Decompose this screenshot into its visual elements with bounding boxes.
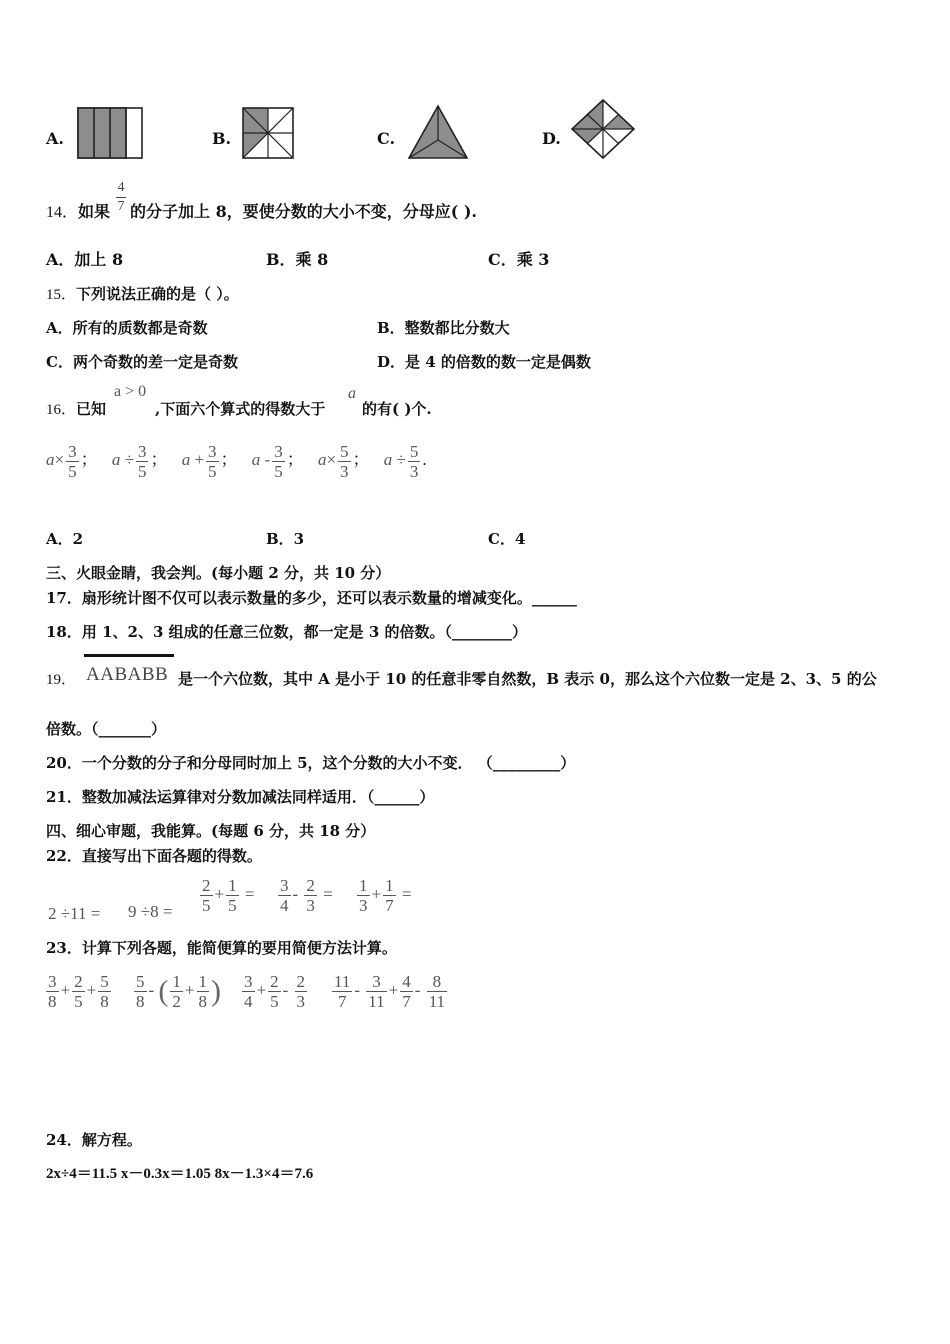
option-a-label[interactable]: A. xyxy=(46,129,64,148)
q24-equations: 2x÷4＝11.5 x－0.3x＝1.05 8x－1.3×4＝7.6 xyxy=(46,1166,314,1182)
option-c-label[interactable]: C. xyxy=(377,129,396,148)
q23-expression-3: $\frac{3}{4}$ + $\frac{2}{5}$ - $\frac{2}{3}$ xyxy=(244,972,306,1011)
option-d-label[interactable]: D. xyxy=(542,129,561,148)
figure-d-diamond-icon xyxy=(571,99,635,159)
expression: a - $\frac{3}{5}$ ； xyxy=(251,442,304,481)
frac-calc-2: $\frac{3}{4}$ - $\frac{2}{3}$ = xyxy=(280,876,333,915)
question-16: 16．已知 xyxy=(46,400,107,418)
overline-bar xyxy=(84,654,174,657)
q16-option-c[interactable]: C．4 xyxy=(488,530,526,548)
q23-expression-2: $\frac{5}{8}$ - ( $\frac{1}{2}$ + $\frac{1}{8}$ ) xyxy=(136,972,222,1011)
option-b-label[interactable]: B. xyxy=(212,129,232,148)
expression: a× $\frac{3}{5}$ ； xyxy=(46,442,98,481)
section-4-title: 四、细心审题，我能算。(每题 6 分，共 18 分） xyxy=(46,822,376,840)
expression: a ÷ $\frac{3}{5}$ ； xyxy=(111,442,168,481)
frac-calc-1: $\frac{2}{5}$ + $\frac{1}{5}$ = xyxy=(202,876,255,915)
question-16-suffix: 的有( )个. xyxy=(362,400,432,418)
question-16-middle: ,下面六个算式的得数大于 xyxy=(155,400,326,418)
q23-expression-1: $\frac{3}{8}$ + $\frac{2}{5}$ + $\frac{5}{8}$ xyxy=(48,972,109,1011)
question-number: 14． xyxy=(46,204,79,221)
calc-2-div-11: 2 ÷11 = xyxy=(48,904,101,923)
question-22: 22．直接写出下面各题的得数。 xyxy=(46,847,262,865)
figure-a-rectangle-icon xyxy=(77,107,143,159)
q14-option-a[interactable]: A．加上 8 xyxy=(46,250,124,269)
variable-a: a xyxy=(348,385,356,402)
fraction-4-7: 4 7 xyxy=(117,180,125,214)
question-21: 21．整数加减法运算律对分数加减法同样适用．（______） xyxy=(46,788,435,806)
calc-9-div-8: 9 ÷8 = xyxy=(128,902,173,921)
q16-option-a[interactable]: A．2 xyxy=(46,530,84,548)
overline-aababb: AABABB xyxy=(86,664,169,685)
question-24: 24．解方程。 xyxy=(46,1131,142,1149)
q15-option-b[interactable]: B．整数都比分数大 xyxy=(377,319,510,337)
expression: a× $\frac{5}{3}$ ； xyxy=(317,442,370,481)
question-18: 18．用 1、2、3 组成的任意三位数，都一定是 3 的倍数。（________） xyxy=(46,623,528,641)
q16-option-b[interactable]: B．3 xyxy=(266,530,305,548)
question-19-continued: 倍数。（_______） xyxy=(46,720,167,738)
question-23: 23．计算下列各题，能简便算的要用简便方法计算。 xyxy=(46,939,397,957)
expression: a + $\frac{3}{5}$ ； xyxy=(181,442,238,481)
q14-option-c[interactable]: C．乘 3 xyxy=(488,250,550,269)
question-20: 20．一个分数的分子和分母同时加上 5，这个分数的大小不变． （_________） xyxy=(46,754,576,772)
question-17: 17．扇形统计图不仅可以表示数量的多少，还可以表示数量的增减变化。______ xyxy=(46,589,577,607)
figure-c-triangle-icon xyxy=(408,105,468,159)
expression: a ÷ $\frac{5}{3}$ . xyxy=(383,442,427,481)
question-14-text: 的分子加上 8，要使分数的大小不变，分母应( ). xyxy=(130,202,477,221)
section-3-title: 三、火眼金睛，我会判。(每小题 2 分，共 10 分） xyxy=(46,564,391,582)
q15-option-d[interactable]: D．是 4 的倍数的数一定是偶数 xyxy=(377,353,591,371)
condition-a-gt-0: a > 0 xyxy=(114,383,147,400)
q14-option-b[interactable]: B．乘 8 xyxy=(266,250,329,269)
frac-calc-3: $\frac{1}{3}$ + $\frac{1}{7}$ = xyxy=(359,876,412,915)
question-19-text: 是一个六位数，其中 A 是小于 10 的任意非零自然数，B 表示 0，那么这个六位数一定是 2、3、5 的公 xyxy=(178,670,877,688)
question-15: 15．下列说法正确的是（ ）。 xyxy=(46,285,239,303)
q15-option-c[interactable]: C．两个奇数的差一定是奇数 xyxy=(46,353,238,371)
q15-option-a[interactable]: A．所有的质数都是奇数 xyxy=(46,319,208,337)
question-19-number: 19． xyxy=(46,672,77,688)
q16-expressions xyxy=(46,442,427,481)
figure-b-square-icon xyxy=(242,107,294,159)
q23-expression-4: $\frac{11}{7}$ - $\frac{3}{11}$ + $\frac{4}{7}$ - $\frac{8}{11}$ xyxy=(334,972,446,1011)
question-14: 14．如果 xyxy=(46,202,111,221)
